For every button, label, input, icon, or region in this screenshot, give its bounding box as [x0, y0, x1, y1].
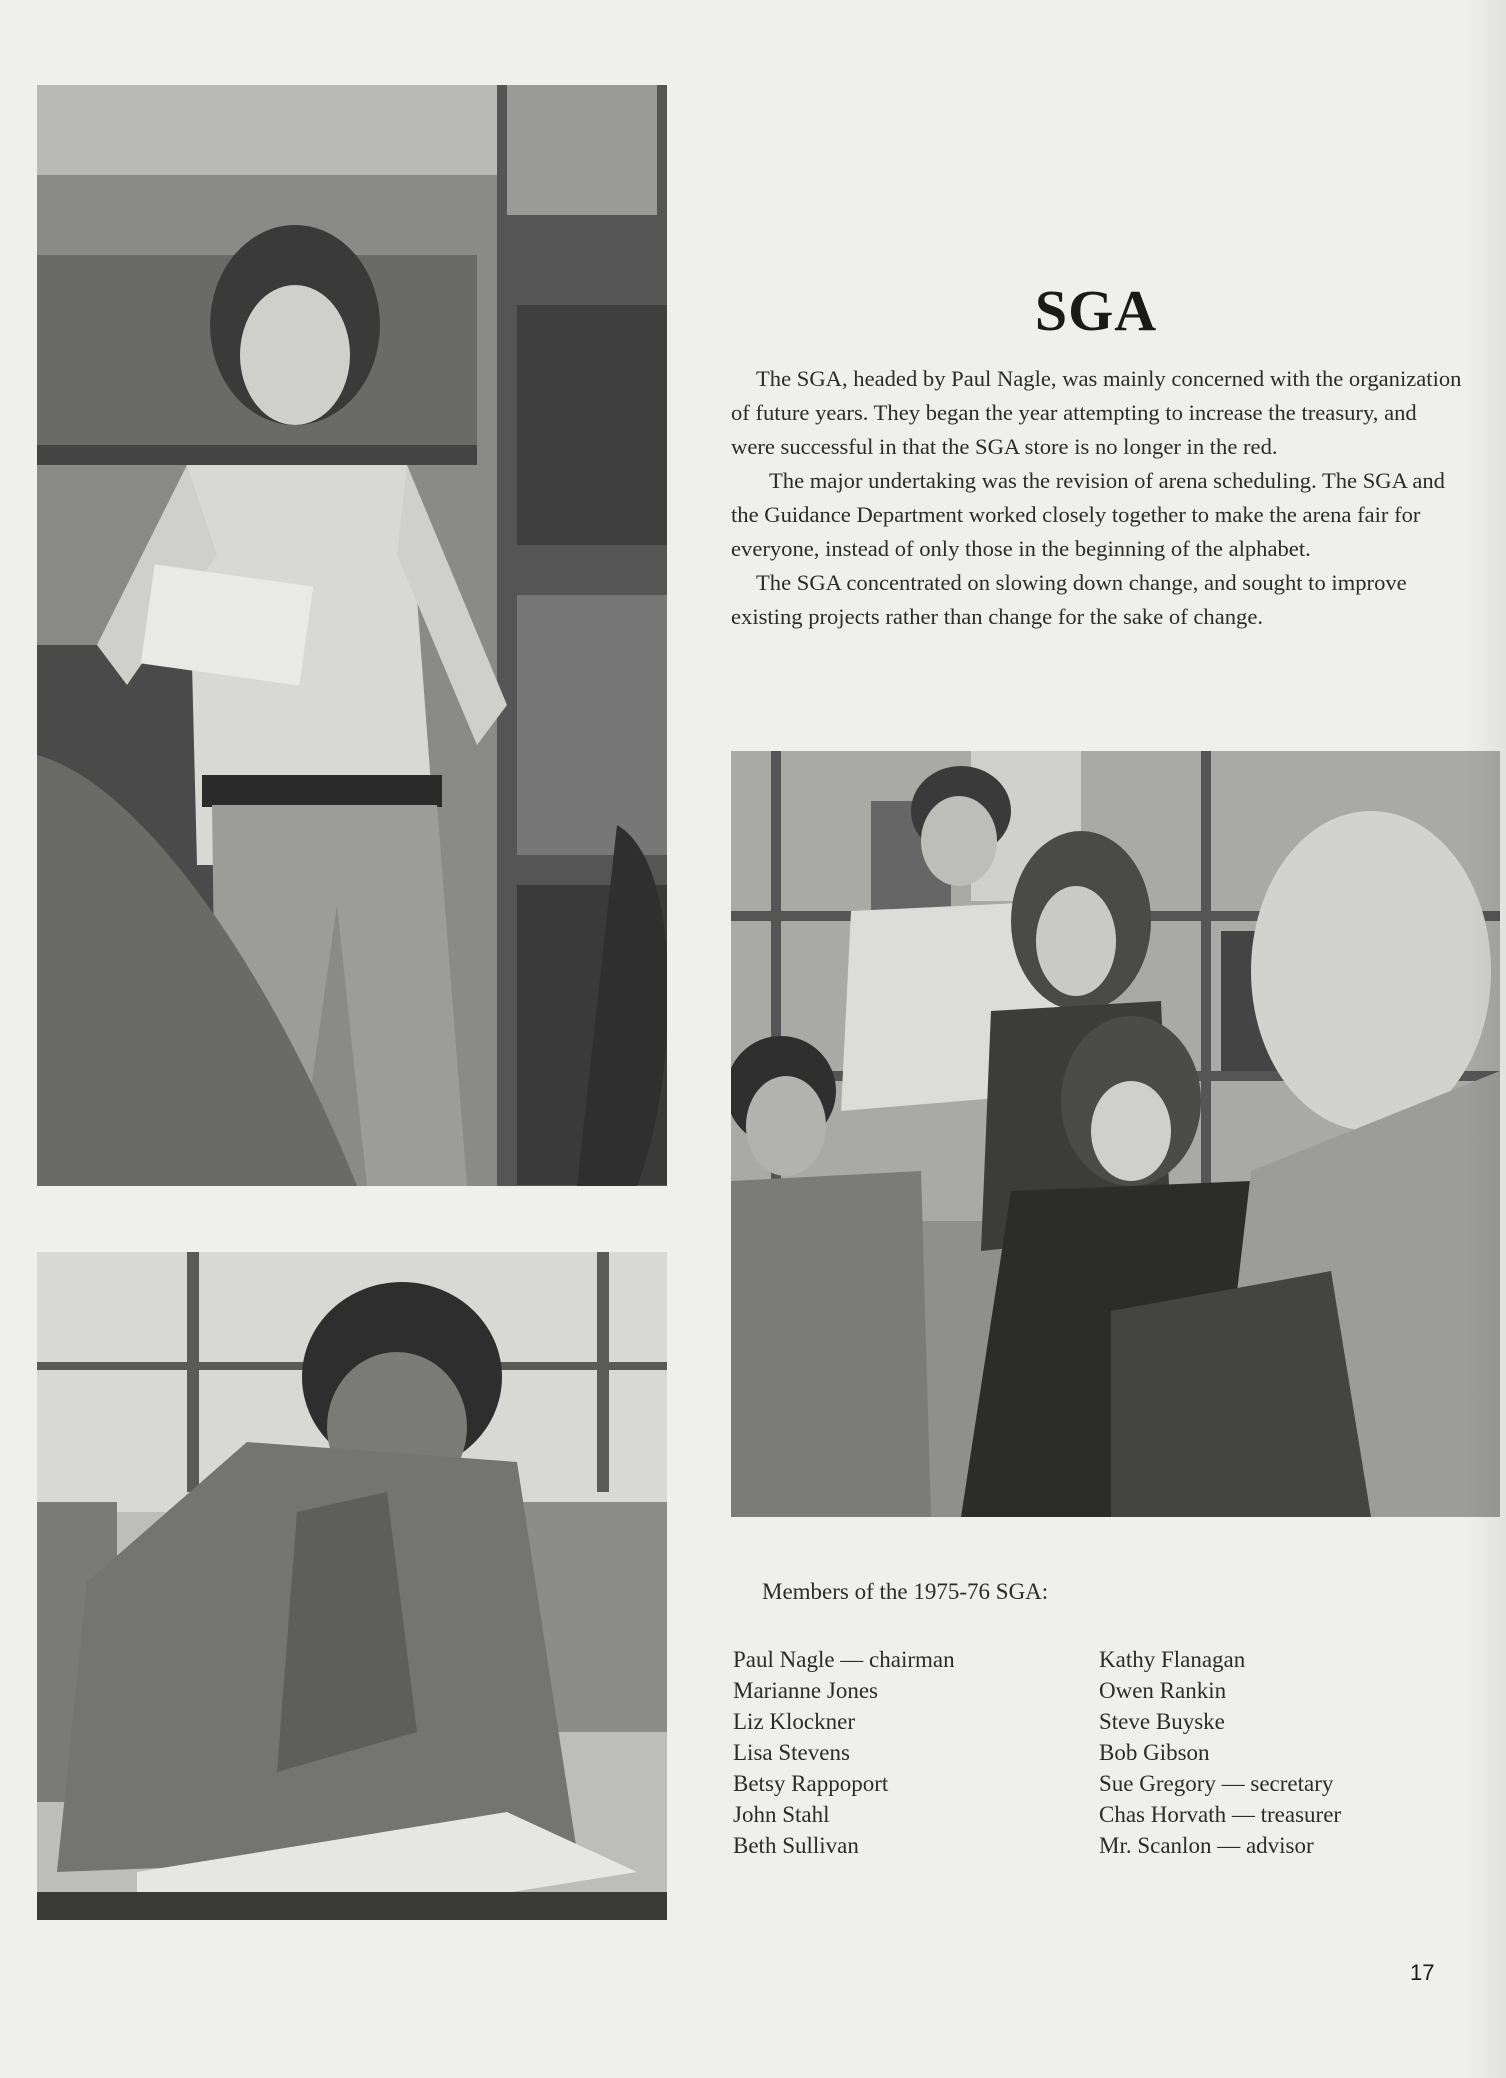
page-title: SGA	[1034, 277, 1158, 343]
member-entry: Sue Gregory — secretary	[1099, 1771, 1334, 1796]
photo-student-reading-image	[37, 1252, 667, 1920]
article-body	[731, 362, 1464, 634]
article-paragraph: The major undertaking was the revision of arena scheduling. The SGA and the Guidance Department worked closely together to make the arena fair for everyone, instead of only those in the beginning of the alphabet.	[731, 468, 1445, 561]
member-entry: Paul Nagle — chairman	[733, 1647, 955, 1672]
member-entry: Marianne Jones	[733, 1678, 878, 1703]
photo-sga-meeting-image	[731, 751, 1500, 1517]
member-entry: Kathy Flanagan	[1099, 1647, 1246, 1672]
photo-student-speaking	[37, 85, 667, 1186]
article-paragraph: The SGA, headed by Paul Nagle, was mainly concerned with the organization of future years. They began the year attempting to increase the treasury, and were successful in that the SGA store is no longer in the red.	[731, 366, 1462, 459]
members-list-left	[733, 1644, 955, 1861]
page-edge-shadow	[1466, 0, 1506, 2078]
members-list-right	[1099, 1644, 1341, 1861]
member-entry: John Stahl	[733, 1802, 830, 1827]
member-entry: Lisa Stevens	[733, 1740, 850, 1765]
member-entry: Bob Gibson	[1099, 1740, 1210, 1765]
member-entry: Mr. Scanlon — advisor	[1099, 1833, 1314, 1858]
member-entry: Liz Klockner	[733, 1709, 855, 1734]
member-entry: Betsy Rappoport	[733, 1771, 889, 1796]
member-entry: Steve Buyske	[1099, 1709, 1225, 1734]
members-heading: Members of the 1975-76 SGA:	[762, 1579, 1049, 1604]
member-entry: Chas Horvath — treasurer	[1099, 1802, 1342, 1827]
photo-student-reading	[37, 1252, 667, 1920]
member-entry: Owen Rankin	[1099, 1678, 1227, 1703]
member-entry: Beth Sullivan	[733, 1833, 859, 1858]
photo-sga-meeting	[731, 751, 1500, 1517]
page-number: 17	[1410, 1960, 1435, 1985]
photo-student-speaking-image	[37, 85, 667, 1186]
article-paragraph: The SGA concentrated on slowing down change, and sought to improve existing projects rather than change for the sake of change.	[731, 570, 1407, 629]
